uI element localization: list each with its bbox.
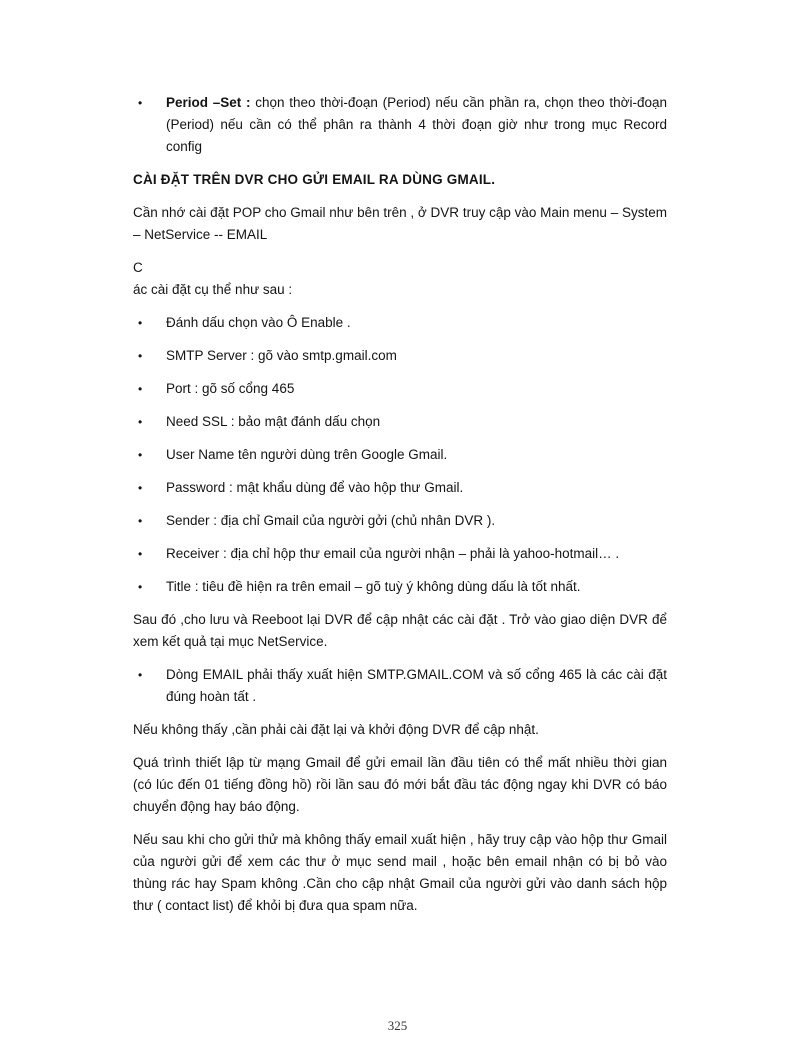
bullet-icon: • xyxy=(138,448,143,462)
intro-paragraph: Cần nhớ cài đặt POP cho Gmail như bên trên , ở DVR truy cập vào Main menu – System – NetService -- EMAIL xyxy=(133,205,667,242)
list-item-text: Title : tiêu đề hiện ra trên email – gõ tuỳ ý không dùng dấu là tốt nhất. xyxy=(166,579,581,594)
list-item-text xyxy=(166,92,667,158)
list-item xyxy=(133,345,667,367)
list-item-text: Đánh dấu chọn vào Ô Enable . xyxy=(166,315,351,330)
period-set-label: Period –Set : xyxy=(166,95,256,110)
list-item-text: Receiver : địa chỉ hộp thư email của người nhận – phải là yahoo-hotmail… . xyxy=(166,546,620,561)
list-item xyxy=(133,312,667,334)
list-item xyxy=(133,543,667,565)
spam-paragraph: Nếu sau khi cho gửi thử mà không thấy email xuất hiện , hãy truy cập vào hộp thư Gmail của người gửi để xem các thư ở mục send mail , hoặc bên email nhận có bị bỏ vào thùng rác hay Spam không .Cần cho cập nhật Gmail của người gửi vào danh sách hộp thư ( contact list) để khỏi bị đưa qua spam nữa. xyxy=(133,832,667,913)
list-item-text: User Name tên người dùng trên Google Gmail. xyxy=(166,447,448,462)
page-number: 325 xyxy=(387,1018,408,1033)
setup-time-paragraph: Quá trình thiết lập từ mạng Gmail để gửi email lần đầu tiên có thể mất nhiều thời gian (có lúc đến 01 tiếng đồng hồ) rồi lần sau đó mới bắt đầu tác động ngay khi DVR có báo chuyển động hay báo động. xyxy=(133,755,667,814)
not-seen-paragraph: Nếu không thấy ,cần phải cài đặt lại và khởi động DVR để cập nhật. xyxy=(133,722,539,737)
bullet-icon: • xyxy=(138,580,143,594)
list-item xyxy=(133,576,667,598)
settings-list xyxy=(133,312,667,598)
bullet-icon: • xyxy=(138,514,143,528)
list-item-text: SMTP Server : gõ vào smtp.gmail.com xyxy=(166,348,397,363)
bullet-icon: • xyxy=(138,668,143,682)
bullet-icon: • xyxy=(138,96,143,110)
split-line-1: C xyxy=(133,260,143,275)
list-item-text: Password : mật khẩu dùng để vào hộp thư Gmail. xyxy=(166,480,464,495)
period-set-description: chọn theo thời-đoạn (Period) nếu cần phần ra, chọn theo thời-đoạn (Period) nếu cần có thể phân ra thành 4 thời đoạn giờ như trong mục Record config xyxy=(166,95,667,154)
list-item-text: Sender : địa chỉ Gmail của người gởi (chủ nhân DVR ). xyxy=(166,513,496,528)
list-item-email-line xyxy=(133,664,667,708)
split-line-2: ác cài đặt cụ thể như sau : xyxy=(133,282,293,297)
section-heading: CÀI ĐẶT TRÊN DVR CHO GỬI EMAIL RA DÙNG GMAIL. xyxy=(133,172,496,187)
bullet-icon: • xyxy=(138,415,143,429)
list-item-text: Need SSL : bảo mật đánh dấu chọn xyxy=(166,414,381,429)
page-content xyxy=(133,92,667,928)
bullet-icon: • xyxy=(138,547,143,561)
list-item xyxy=(133,411,667,433)
bullet-icon: • xyxy=(138,382,143,396)
list-item xyxy=(133,378,667,400)
list-item xyxy=(133,510,667,532)
list-item xyxy=(133,444,667,466)
list-item-text: Port : gõ số cổng 465 xyxy=(166,381,295,396)
after-list-paragraph: Sau đó ,cho lưu và Reeboot lại DVR để cập nhật các cài đặt . Trở vào giao diện DVR để xem kết quả tại mục NetService. xyxy=(133,612,667,649)
list-item xyxy=(133,477,667,499)
bullet-icon: • xyxy=(138,349,143,363)
bullet-icon: • xyxy=(138,481,143,495)
split-word-paragraph xyxy=(133,257,667,301)
list-item-period-set xyxy=(133,92,667,158)
bullet-icon: • xyxy=(138,316,143,330)
list-item-text: Dòng EMAIL phải thấy xuất hiện SMTP.GMAIL.COM và số cổng 465 là các cài đặt đúng hoàn tất . xyxy=(166,667,667,704)
